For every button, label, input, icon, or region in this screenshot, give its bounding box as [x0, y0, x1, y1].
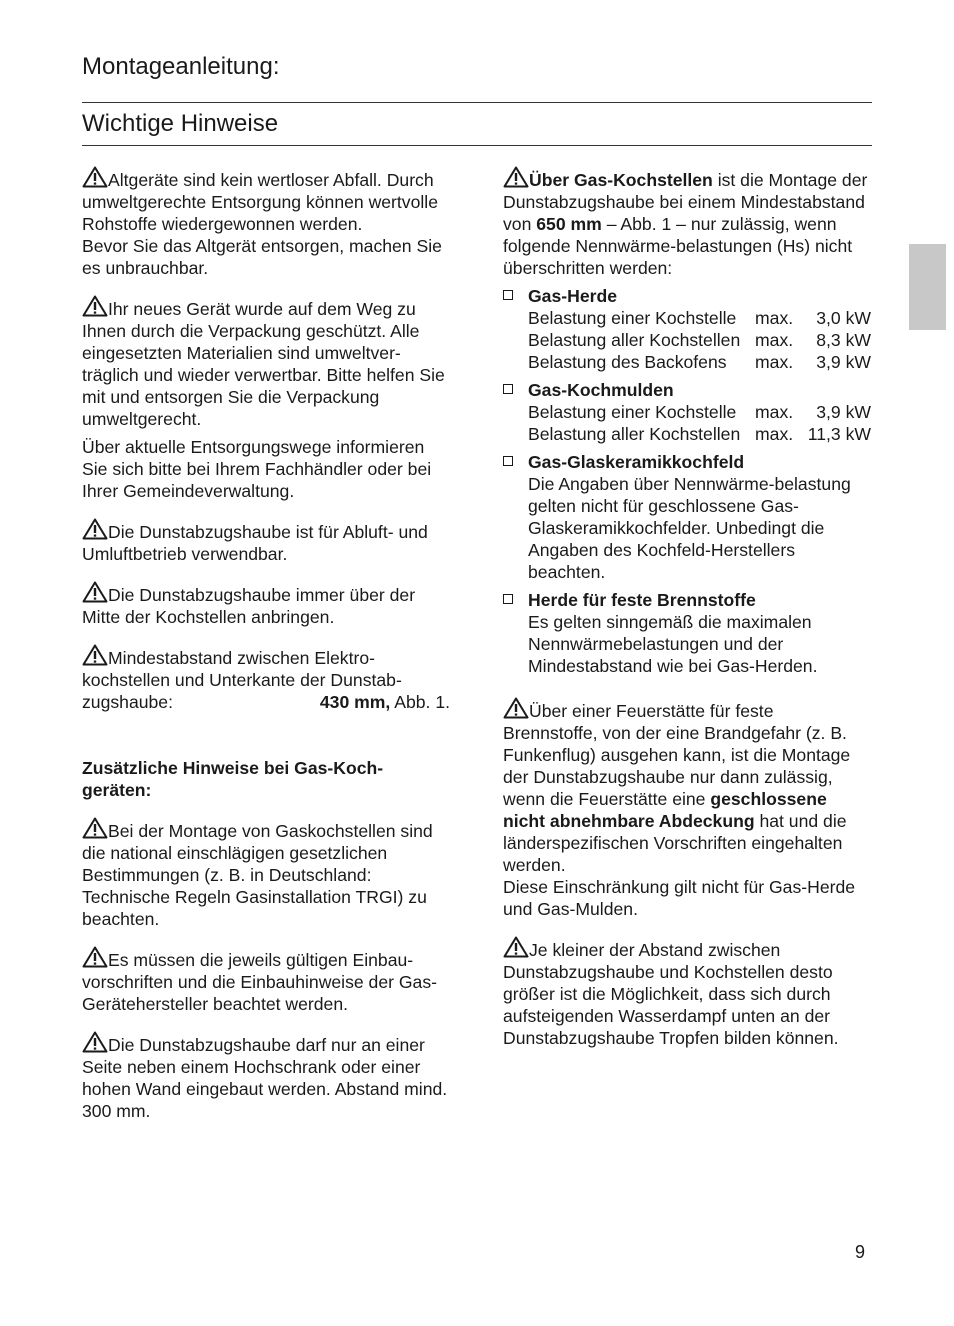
note-paragraph: Diese Einschränkung gilt nicht für Gas-Herde und Gas-Mulden. — [503, 877, 856, 919]
list-item: Gas-Kochmulden Belastung einer Kochstelle max. 3,9 kW Belastung aller Kochstellen max. 11,3 kW — [503, 379, 871, 445]
note-paragraph: Altgeräte sind kein wertloser Abfall. Durch umweltgerechte Entsorgung können wertvolle Rohstoffe wiedergewonnen werden. — [82, 166, 450, 235]
min-distance-label: zugshaube: — [82, 692, 173, 712]
sub-heading: Zusätzliche Hinweise bei Gas-Koch-geräten: — [82, 758, 384, 800]
header-rule-top — [82, 102, 872, 103]
header-rule-bottom — [82, 145, 872, 146]
warning-triangle-icon — [82, 817, 108, 839]
note-paragraph: Die Dunstabzugshaube immer über der Mitte der Kochstellen anbringen. — [82, 581, 450, 628]
right-column — [503, 166, 871, 1049]
warning-triangle-icon — [82, 166, 108, 188]
checkbox-bullet-icon — [503, 290, 513, 300]
note-paragraph: Mindestabstand zwischen Elektro-kochstellen und Unterkante der Dunstab- — [82, 644, 450, 691]
note-paragraph: Über aktuelle Entsorgungswege informieren Sie sich bitte bei Ihrem Fachhändler oder bei Ihrer Gemeindeverwaltung. — [82, 437, 432, 501]
load-row: Belastung des Backofens max. 3,9 kW — [528, 352, 871, 372]
left-column — [82, 166, 450, 1122]
list-item: Herde für feste Brennstoffe Es gelten sinngemäß die maximalen Nennwärmebelastungen und der Mindestabstand wie bei Gas-Herden. — [503, 589, 871, 677]
warning-triangle-icon — [82, 1031, 108, 1053]
warning-triangle-icon — [82, 581, 108, 603]
note-paragraph: Bevor Sie das Altgerät entsorgen, machen Sie es unbrauchbar. — [82, 236, 442, 278]
warning-triangle-icon — [82, 295, 108, 317]
warning-triangle-icon — [82, 518, 108, 540]
warning-triangle-icon — [82, 946, 108, 968]
page-title: Montageanleitung: — [82, 53, 280, 80]
note-paragraph: Bei der Montage von Gaskochstellen sind die national einschlägigen gesetzlichen Bestimmungen (z. B. in Deutschland: Technische Regeln Gasinstallation TRGI) zu beachten. — [82, 817, 450, 930]
note-paragraph: Die Dunstabzugshaube darf nur an einer Seite neben einem Hochschrank oder einer hohen Wand eingebaut werden. Abstand mind. 300 mm. — [82, 1031, 450, 1122]
page-number: 9 — [855, 1242, 866, 1262]
note-paragraph: Je kleiner der Abstand zwischen Dunstabzugshaube und Kochstellen desto größer ist die Möglichkeit, dass sich durch aufsteigenden Wasserdampf unten an der Dunstabzugshaube Tropfen bilden können. — [503, 936, 871, 1049]
warning-triangle-icon — [503, 697, 529, 719]
list-item: Gas-Herde Belastung einer Kochstelle max. 3,0 kW Belastung aller Kochstellen max. 8,3 kW Belastung des Backofens max. 3,9 kW — [503, 285, 871, 373]
note-paragraph: Die Dunstabzugshaube ist für Abluft- und Umluftbetrieb verwendbar. — [82, 518, 450, 565]
load-row: Belastung einer Kochstelle max. 3,9 kW — [528, 402, 871, 422]
note-paragraph: Es müssen die jeweils gültigen Einbau-vorschriften und die Einbauhinweise der Gas-Gerätehersteller beachtet werden. — [82, 946, 450, 1015]
load-row: Belastung aller Kochstellen max. 8,3 kW — [528, 330, 871, 350]
warning-triangle-icon — [82, 644, 108, 666]
checkbox-bullet-icon — [503, 384, 513, 394]
chapter-tab-marker — [909, 244, 946, 330]
note-paragraph: Über Gas-Kochstellen ist die Montage der Dunstabzugshaube bei einem Mindestabstand von 650 mm – Abb. 1 – nur zulässig, wenn folgende Nennwärme-belastungen (Hs) nicht überschritten werden: — [503, 166, 871, 279]
warning-triangle-icon — [503, 166, 529, 188]
min-distance-row — [82, 691, 450, 713]
section-title: Wichtige Hinweise — [82, 110, 279, 137]
checkbox-bullet-icon — [503, 594, 513, 604]
checkbox-bullet-icon — [503, 456, 513, 466]
note-paragraph: Ihr neues Gerät wurde auf dem Weg zu Ihnen durch die Verpackung geschützt. Alle eingesetzten Materialien sind umweltver-träglich und wieder verwertbar. Bitte helfen Sie mit und entsorgen Sie die Verpackung umweltgerecht. — [82, 295, 450, 430]
warning-triangle-icon — [503, 936, 529, 958]
load-row: Belastung einer Kochstelle max. 3,0 kW — [528, 308, 871, 328]
min-distance-value: 430 mm, Abb. 1. — [319, 692, 450, 712]
load-row: Belastung aller Kochstellen max. 11,3 kW — [528, 424, 871, 444]
note-paragraph: Über einer Feuerstätte für feste Brennstoffe, von der eine Brandgefahr (z. B. Funkenflug) ausgehen kann, ist die Montage der Dunstabzugshaube nur dann zulässig, wenn die Feuerstätte eine geschlossene nicht abnehmbare Abdeckung hat und die länderspezifischen Vorschriften eingehalten werden. — [503, 697, 871, 876]
list-item: Gas-Glaskeramikkochfeld Die Angaben über Nennwärme-belastung gelten nicht für geschlossene Gas-Glaskeramikkochfelder. Unbedingt die Angaben des Kochfeld-Herstellers beachten. — [503, 451, 871, 583]
